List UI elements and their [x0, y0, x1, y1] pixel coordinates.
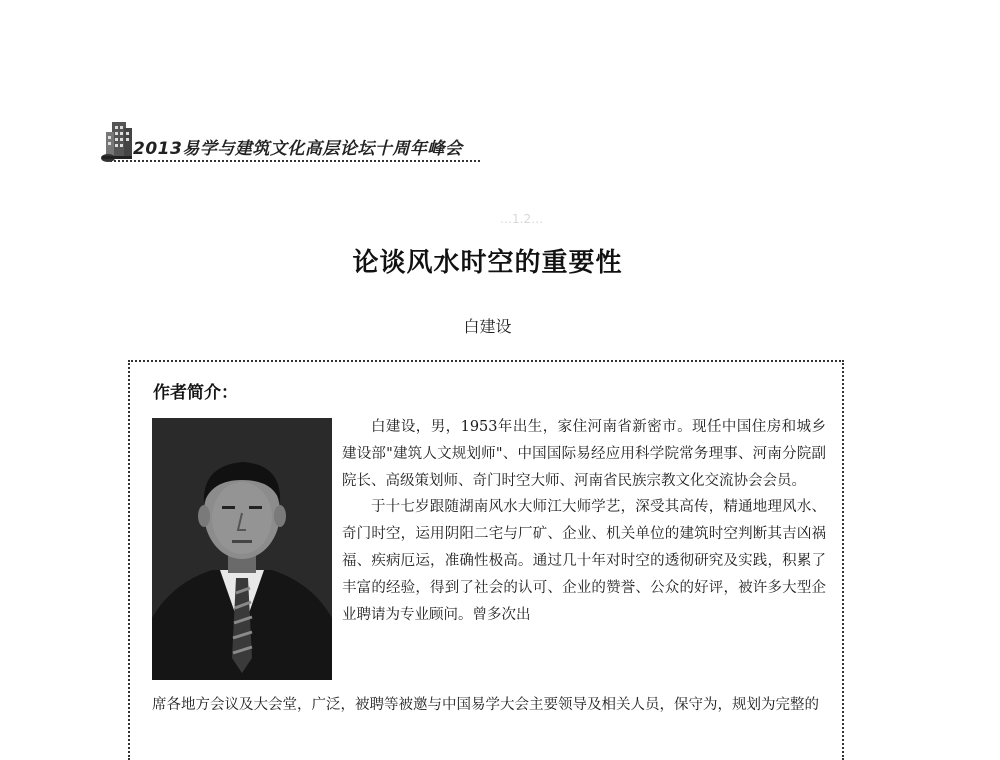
bio-paragraph-2: 于十七岁跟随湖南风水大师江大师学艺，深受其高传，精通地理风水、奇门时空，运用阴阳二宅与厂矿、企业、机关单位的建筑时空判断其吉凶祸福、疾病厄运，准确性极高。通过几十年对时空的透彻研究及实践，积累了丰富的经验，得到了社会的认可、企业的赞誉、公众的好评，被许多大型企业聘请为专业顾问。曾多次出	[342, 499, 826, 623]
author-portrait	[152, 418, 332, 680]
faint-bleedthrough-mark: …1.2…	[500, 212, 544, 226]
header-divider	[110, 160, 480, 162]
running-header-title: 2013易学与建筑文化高层论坛十周年峰会	[133, 139, 463, 159]
building-logo-icon	[100, 120, 134, 164]
bio-paragraph-3-partial: 席各地方会议及大会堂，广泛，被聘等被邀与中国易学大会主要领导及相关人员，保守为，规划为完整的	[152, 697, 819, 713]
article-author: 白建设	[463, 317, 512, 336]
bio-paragraph-1: 白建设，男，1953年出生，家住河南省新密市。现任中国住房和城乡建设部"建筑人文规划师"、中国国际易经应用科学院常务理事、河南分院副院长、高级策划师、奇门时空大师、河南省民族宗教文化交流协会会员。	[342, 419, 826, 489]
article-title: 论谈风水时空的重要性	[352, 248, 623, 278]
bio-heading: 作者简介：	[153, 383, 238, 403]
bio-text	[342, 414, 826, 628]
